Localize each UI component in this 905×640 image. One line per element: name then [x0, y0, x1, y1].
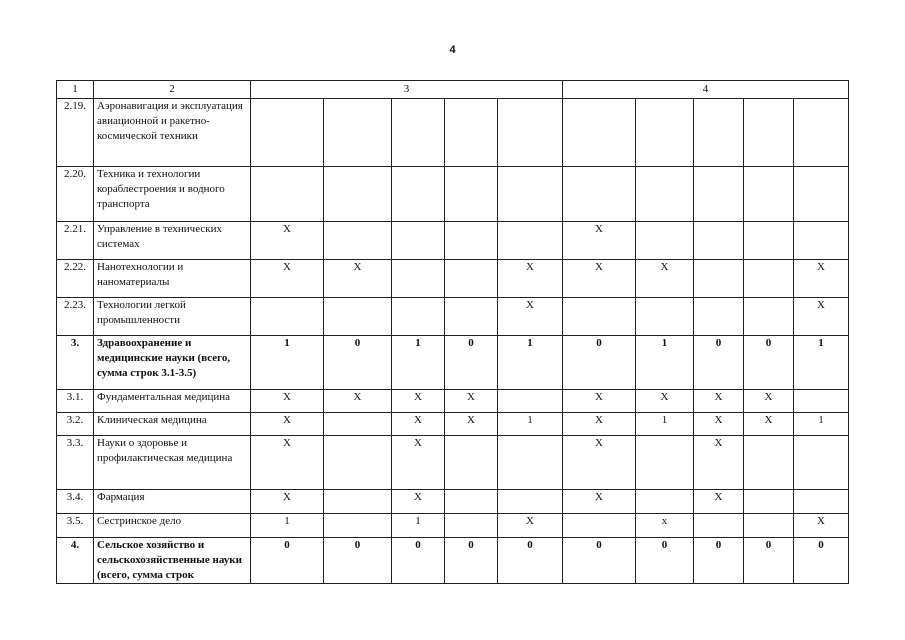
mark-cell: 1: [392, 514, 445, 538]
mark-cell: [392, 167, 445, 222]
mark-cell: X: [744, 413, 794, 436]
row-number: 3.4.: [57, 490, 94, 514]
table-row: [57, 490, 849, 514]
mark-cell: 1: [392, 336, 445, 390]
mark-cell: x: [636, 514, 694, 538]
row-name: Нанотехнологии и наноматериалы: [94, 260, 251, 298]
mark-cell: X: [251, 413, 324, 436]
mark-cell: [324, 436, 392, 490]
mark-cell: 0: [794, 538, 849, 584]
mark-cell: [794, 222, 849, 260]
table-row: [57, 436, 849, 490]
row-name: Технологии легкой промышленности: [94, 298, 251, 336]
mark-cell: [744, 514, 794, 538]
mark-cell: 0: [636, 538, 694, 584]
header-cell-col1: 1: [57, 81, 94, 99]
mark-cell: [445, 436, 498, 490]
table-row: [57, 413, 849, 436]
mark-cell: [445, 514, 498, 538]
mark-cell: X: [251, 436, 324, 490]
mark-cell: X: [392, 390, 445, 413]
mark-cell: [445, 167, 498, 222]
mark-cell: X: [498, 514, 563, 538]
mark-cell: X: [498, 298, 563, 336]
mark-cell: X: [498, 260, 563, 298]
mark-cell: [324, 413, 392, 436]
mark-cell: [445, 99, 498, 167]
mark-cell: [636, 222, 694, 260]
mark-cell: [324, 99, 392, 167]
mark-cell: 0: [445, 336, 498, 390]
mark-cell: [251, 167, 324, 222]
mark-cell: [445, 298, 498, 336]
row-name: Техника и технологии кораблестроения и водного транспорта: [94, 167, 251, 222]
mark-cell: 1: [251, 336, 324, 390]
mark-cell: X: [324, 390, 392, 413]
table-row: [57, 336, 849, 390]
header-cell-col2: 2: [94, 81, 251, 99]
mark-cell: [636, 490, 694, 514]
row-number: 4.: [57, 538, 94, 584]
mark-cell: X: [794, 298, 849, 336]
mark-cell: 1: [498, 413, 563, 436]
mark-cell: [744, 260, 794, 298]
row-number: 2.20.: [57, 167, 94, 222]
mark-cell: X: [563, 260, 636, 298]
mark-cell: 1: [636, 413, 694, 436]
data-table: [56, 80, 849, 584]
mark-cell: X: [694, 436, 744, 490]
row-name: Управление в технических системах: [94, 222, 251, 260]
table-row: [57, 298, 849, 336]
mark-cell: X: [445, 390, 498, 413]
mark-cell: [445, 222, 498, 260]
mark-cell: 1: [636, 336, 694, 390]
mark-cell: [324, 222, 392, 260]
mark-cell: [636, 298, 694, 336]
row-name: Фармация: [94, 490, 251, 514]
row-number: 3.5.: [57, 514, 94, 538]
mark-cell: 0: [324, 336, 392, 390]
mark-cell: X: [392, 413, 445, 436]
mark-cell: [694, 222, 744, 260]
row-number: 3.1.: [57, 390, 94, 413]
mark-cell: [794, 390, 849, 413]
mark-cell: [563, 99, 636, 167]
row-name: Сестринское дело: [94, 514, 251, 538]
mark-cell: [324, 514, 392, 538]
mark-cell: X: [694, 490, 744, 514]
mark-cell: X: [563, 413, 636, 436]
mark-cell: [392, 222, 445, 260]
mark-cell: X: [445, 413, 498, 436]
mark-cell: 1: [498, 336, 563, 390]
mark-cell: [498, 490, 563, 514]
mark-cell: [251, 99, 324, 167]
table-row: [57, 538, 849, 584]
mark-cell: [251, 298, 324, 336]
header-cell-col3: 3: [251, 81, 563, 99]
header-row: [57, 81, 849, 99]
mark-cell: 1: [794, 336, 849, 390]
row-name: Здравоохранение и медицинские науки (всего, сумма строк 3.1-3.5): [94, 336, 251, 390]
row-number: 2.21.: [57, 222, 94, 260]
mark-cell: 0: [498, 538, 563, 584]
mark-cell: [392, 298, 445, 336]
mark-cell: 0: [563, 538, 636, 584]
mark-cell: X: [636, 390, 694, 413]
mark-cell: [744, 490, 794, 514]
mark-cell: 0: [445, 538, 498, 584]
mark-cell: [445, 260, 498, 298]
table-row: [57, 222, 849, 260]
row-number: 2.19.: [57, 99, 94, 167]
mark-cell: [794, 99, 849, 167]
mark-cell: 0: [324, 538, 392, 584]
mark-cell: [694, 514, 744, 538]
mark-cell: 0: [694, 538, 744, 584]
mark-cell: X: [251, 222, 324, 260]
mark-cell: [324, 298, 392, 336]
mark-cell: X: [694, 413, 744, 436]
mark-cell: [498, 390, 563, 413]
mark-cell: X: [744, 390, 794, 413]
mark-cell: [636, 99, 694, 167]
row-name: Аэронавигация и эксплуатация авиационной и ракетно-космической техники: [94, 99, 251, 167]
mark-cell: X: [392, 490, 445, 514]
mark-cell: [563, 514, 636, 538]
mark-cell: [392, 260, 445, 298]
mark-cell: 1: [251, 514, 324, 538]
mark-cell: X: [251, 260, 324, 298]
table-row: [57, 514, 849, 538]
mark-cell: [498, 167, 563, 222]
page-number: 4: [449, 44, 456, 56]
mark-cell: [498, 436, 563, 490]
mark-cell: [694, 99, 744, 167]
row-number: 3.: [57, 336, 94, 390]
mark-cell: [563, 167, 636, 222]
mark-cell: [636, 436, 694, 490]
row-name: Фундаментальная медицина: [94, 390, 251, 413]
mark-cell: [744, 436, 794, 490]
mark-cell: [794, 436, 849, 490]
table-row: [57, 390, 849, 413]
mark-cell: [498, 99, 563, 167]
mark-cell: [563, 298, 636, 336]
mark-cell: [324, 167, 392, 222]
mark-cell: X: [563, 222, 636, 260]
mark-cell: [694, 298, 744, 336]
row-number: 2.22.: [57, 260, 94, 298]
mark-cell: 0: [744, 336, 794, 390]
mark-cell: X: [563, 390, 636, 413]
mark-cell: X: [324, 260, 392, 298]
mark-cell: 0: [694, 336, 744, 390]
mark-cell: X: [636, 260, 694, 298]
table-row: [57, 260, 849, 298]
mark-cell: 0: [251, 538, 324, 584]
row-number: 2.23.: [57, 298, 94, 336]
header-cell-col4: 4: [563, 81, 849, 99]
mark-cell: 0: [392, 538, 445, 584]
mark-cell: [694, 260, 744, 298]
row-number: 3.3.: [57, 436, 94, 490]
mark-cell: [498, 222, 563, 260]
mark-cell: [324, 490, 392, 514]
mark-cell: [794, 490, 849, 514]
mark-cell: 0: [744, 538, 794, 584]
mark-cell: [694, 167, 744, 222]
mark-cell: [744, 298, 794, 336]
row-name: Науки о здоровье и профилактическая медицина: [94, 436, 251, 490]
row-name: Сельское хозяйство и сельскохозяйственные науки (всего, сумма строк: [94, 538, 251, 584]
table-row: [57, 167, 849, 222]
mark-cell: X: [251, 490, 324, 514]
mark-cell: [636, 167, 694, 222]
mark-cell: [794, 167, 849, 222]
mark-cell: [445, 490, 498, 514]
mark-cell: X: [794, 260, 849, 298]
mark-cell: [744, 222, 794, 260]
mark-cell: X: [392, 436, 445, 490]
mark-cell: [744, 167, 794, 222]
table-row: [57, 99, 849, 167]
mark-cell: X: [694, 390, 744, 413]
mark-cell: [392, 99, 445, 167]
mark-cell: X: [794, 514, 849, 538]
mark-cell: X: [251, 390, 324, 413]
mark-cell: X: [563, 490, 636, 514]
mark-cell: 1: [794, 413, 849, 436]
row-number: 3.2.: [57, 413, 94, 436]
mark-cell: X: [563, 436, 636, 490]
row-name: Клиническая медицина: [94, 413, 251, 436]
mark-cell: 0: [563, 336, 636, 390]
mark-cell: [744, 99, 794, 167]
